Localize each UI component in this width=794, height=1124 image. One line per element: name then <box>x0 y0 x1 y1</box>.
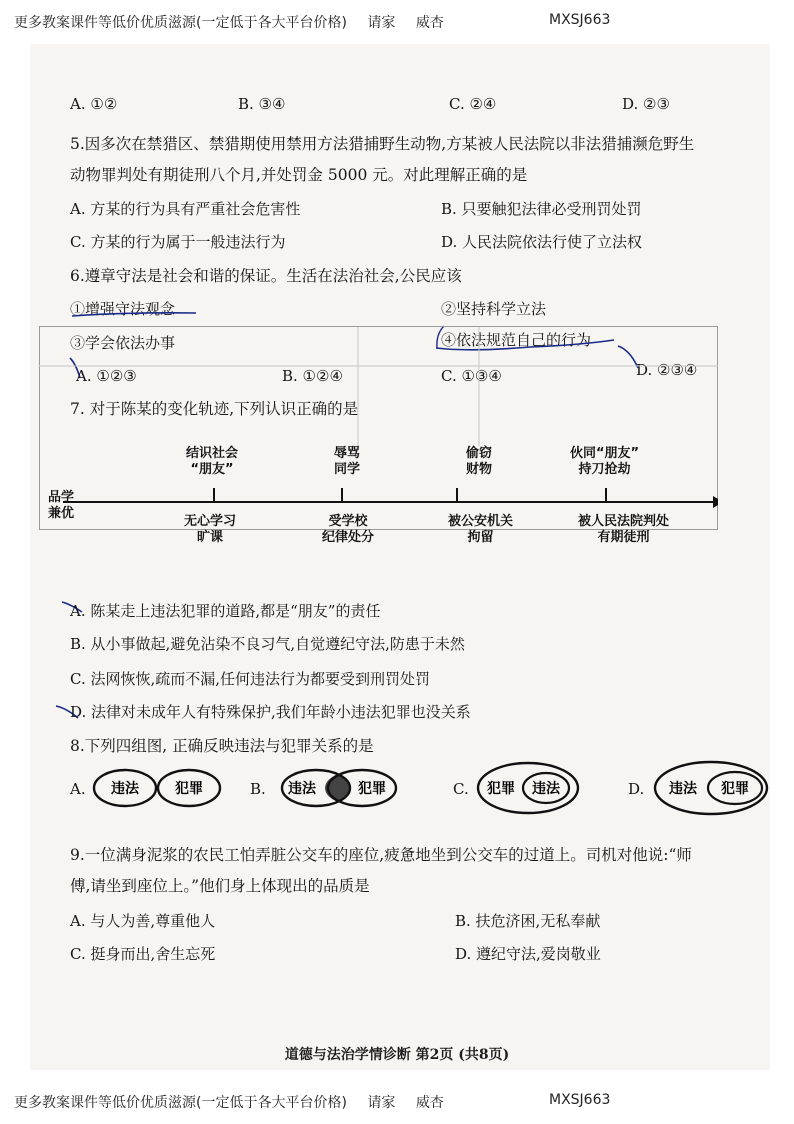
banner-contact-b-bottom: 威杏 <box>415 1095 444 1111</box>
q4-option-c[interactable]: C. ②④ <box>449 95 497 113</box>
q5-option-a[interactable]: A. 方某的行为具有严重社会危害性 <box>70 200 301 218</box>
q6-statement-4: ④依法规范自己的行为 <box>441 331 592 349</box>
timeline-below-1: 无心学习 旷课 <box>184 514 237 545</box>
diagram-b-illegal: 违法 <box>288 781 316 797</box>
timeline-below-4: 被人民法院判处 有期徒刑 <box>578 514 670 545</box>
q8-letter-a[interactable]: A. <box>70 780 86 798</box>
diagram-b-crime: 犯罪 <box>358 781 386 797</box>
timeline-start: 品学 兼优 <box>48 490 75 521</box>
q8-letter-b[interactable]: B. <box>250 780 266 798</box>
timeline-above-1: 结识社会 “朋友” <box>186 446 239 477</box>
q8-letter-c[interactable]: C. <box>453 780 469 798</box>
banner-contact-a-bottom: 请家 <box>367 1095 396 1111</box>
diagram-c-crime: 犯罪 <box>487 781 515 797</box>
banner-code: MXSJ663 <box>549 12 611 28</box>
q6-option-a[interactable]: A. ①②③ <box>76 367 137 385</box>
banner-contact-b: 威杏 <box>415 15 444 31</box>
q5-option-b[interactable]: B. 只要触犯法律必受刑罚处罚 <box>441 200 642 218</box>
q9-option-d[interactable]: D. 遵纪守法,爱岗敬业 <box>455 945 601 963</box>
diagram-a[interactable] <box>94 770 220 806</box>
diagram-c[interactable] <box>478 763 578 813</box>
q8-letter-d[interactable]: D. <box>628 780 645 798</box>
q6-statement-1: ①增强守法观念 <box>70 300 176 318</box>
q7-option-c[interactable]: C. 法网恢恢,疏而不漏,任何违法行为都要受到刑罚处罚 <box>70 670 431 688</box>
q6-option-b[interactable]: B. ①②④ <box>282 367 343 385</box>
diagram-b[interactable] <box>282 770 396 806</box>
timeline-below-3: 被公安机关 拘留 <box>448 514 514 545</box>
diagram-a-crime: 犯罪 <box>175 781 203 797</box>
timeline-above-3: 偷窃 财物 <box>466 446 493 477</box>
q6-option-c[interactable]: C. ①③④ <box>441 367 502 385</box>
q6-statement-3: ③学会依法办事 <box>70 334 176 352</box>
diagram-d-crime: 犯罪 <box>721 781 749 797</box>
q9-option-a[interactable]: A. 与人为善,尊重他人 <box>70 912 216 930</box>
diagram-c-illegal: 违法 <box>532 781 560 797</box>
page-footer: 道德与法治学情诊断 第2页 (共8页) <box>284 1047 510 1063</box>
banner-contact-a: 请家 <box>367 15 396 31</box>
q6-option-d[interactable]: D. ②③④ <box>636 361 698 379</box>
q5-option-c[interactable]: C. 方某的行为属于一般违法行为 <box>70 233 286 251</box>
timeline-above-4: 伙同“朋友” 持刀抢劫 <box>570 446 640 477</box>
q6-stem: 6.遵章守法是社会和谐的保证。生活在法治社会,公民应该 <box>70 267 462 285</box>
timeline-above-2: 辱骂 同学 <box>334 446 361 477</box>
q9-stem-line2: 傅,请坐到座位上。”他们身上体现出的品质是 <box>70 877 370 895</box>
q7-stem: 7. 对于陈某的变化轨迹,下列认识正确的是 <box>70 400 359 418</box>
q4-option-d[interactable]: D. ②③ <box>622 95 670 113</box>
diagram-d-illegal: 违法 <box>669 781 697 797</box>
diagram-a-illegal: 违法 <box>111 781 139 797</box>
banner-text: 更多教案课件等低价优质滋源(一定低于各大平台价格) <box>14 15 347 31</box>
q5-option-d[interactable]: D. 人民法院依法行使了立法权 <box>441 233 643 251</box>
timeline-below-2: 受学校 纪律处分 <box>322 514 375 545</box>
q4-option-b[interactable]: B. ③④ <box>238 95 286 113</box>
q7-option-d[interactable]: D. 法律对未成年人有特殊保护,我们年龄小违法犯罪也没关系 <box>70 703 471 721</box>
banner-code-bottom: MXSJ663 <box>549 1092 611 1108</box>
q5-stem-line2: 动物罪判处有期徒刑八个月,并处罚金 5000 元。对此理解正确的是 <box>70 166 528 184</box>
diagram-d[interactable] <box>655 762 767 814</box>
q9-option-b[interactable]: B. 扶危济困,无私奉献 <box>455 912 601 930</box>
q9-option-c[interactable]: C. 挺身而出,舍生忘死 <box>70 945 216 963</box>
q6-statement-2: ②坚持科学立法 <box>441 300 547 318</box>
q5-stem-line1: 5.因多次在禁猎区、禁猎期使用禁用方法猎捕野生动物,方某被人民法院以非法猎捕濒危野生 <box>70 135 695 153</box>
bottom-banner <box>14 1092 611 1112</box>
q4-option-a[interactable]: A. ①② <box>70 95 118 113</box>
q9-stem-line1: 9.一位满身泥浆的农民工怕弄脏公交车的座位,疲惫地坐到公交车的过道上。司机对他说:“师 <box>70 846 692 864</box>
q8-stem: 8.下列四组图, 正确反映违法与犯罪关系的是 <box>70 737 374 755</box>
q7-option-a[interactable]: A. 陈某走上违法犯罪的道路,都是“朋友”的责任 <box>70 602 381 620</box>
banner-text-bottom: 更多教案课件等低价优质滋源(一定低于各大平台价格) <box>14 1095 347 1111</box>
q7-option-b[interactable]: B. 从小事做起,避免沾染不良习气,自觉遵纪守法,防患于未然 <box>70 635 465 653</box>
